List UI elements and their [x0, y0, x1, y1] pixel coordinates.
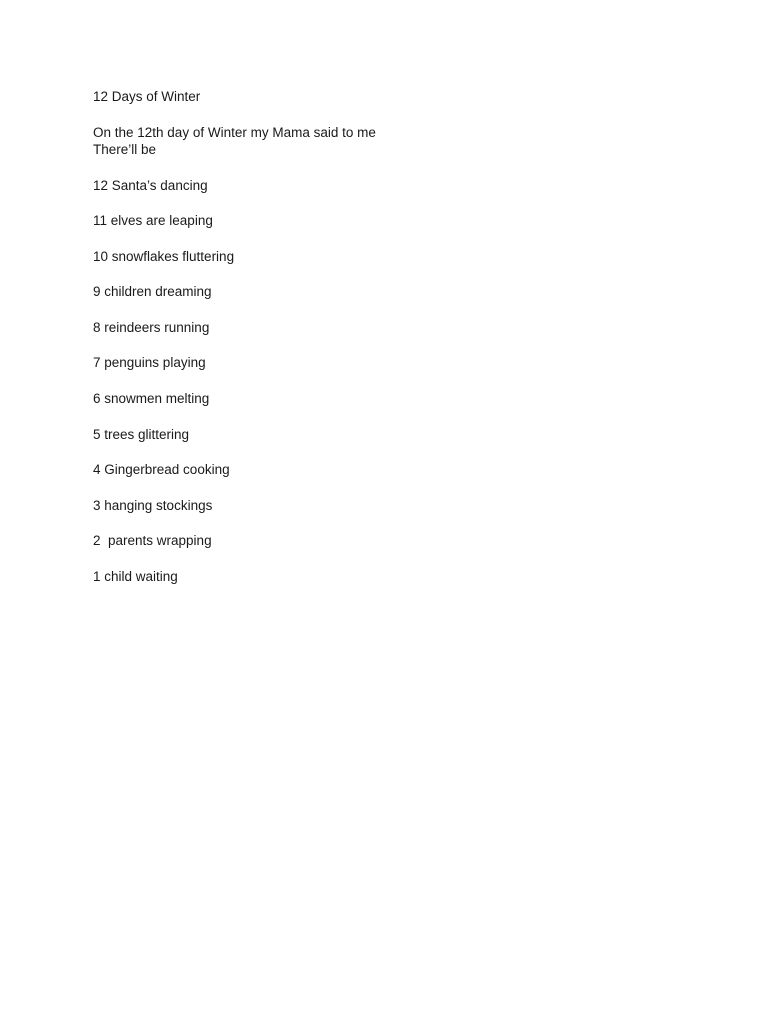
poem-line-7: 7 penguins playing	[93, 355, 206, 371]
poem-line-3: 3 hanging stockings	[93, 497, 213, 513]
poem-line-8: 8 reindeers running	[93, 319, 210, 335]
intro-line-2: There’ll be	[93, 142, 157, 157]
poem-line-1: 1 child waiting	[93, 569, 178, 585]
poem-line-4: 4 Gingerbread cooking	[93, 462, 230, 478]
poem-body	[93, 88, 693, 604]
poem-title: 12 Days of Winter	[93, 89, 201, 104]
intro-line-1: On the 12th day of Winter my Mama said to me	[93, 124, 376, 140]
poem-intro	[93, 124, 693, 159]
poem-line-11: 11 elves are leaping	[93, 213, 213, 229]
poem-line-10: 10 snowflakes fluttering	[93, 248, 235, 264]
poem-line-9: 9 children dreaming	[93, 284, 212, 300]
poem-line-12: 12 Santa’s dancing	[93, 177, 208, 193]
poem-line-2: 2 parents wrapping	[93, 533, 212, 549]
poem-line-6: 6 snowmen melting	[93, 391, 210, 407]
poem-line-5: 5 trees glittering	[93, 426, 190, 442]
